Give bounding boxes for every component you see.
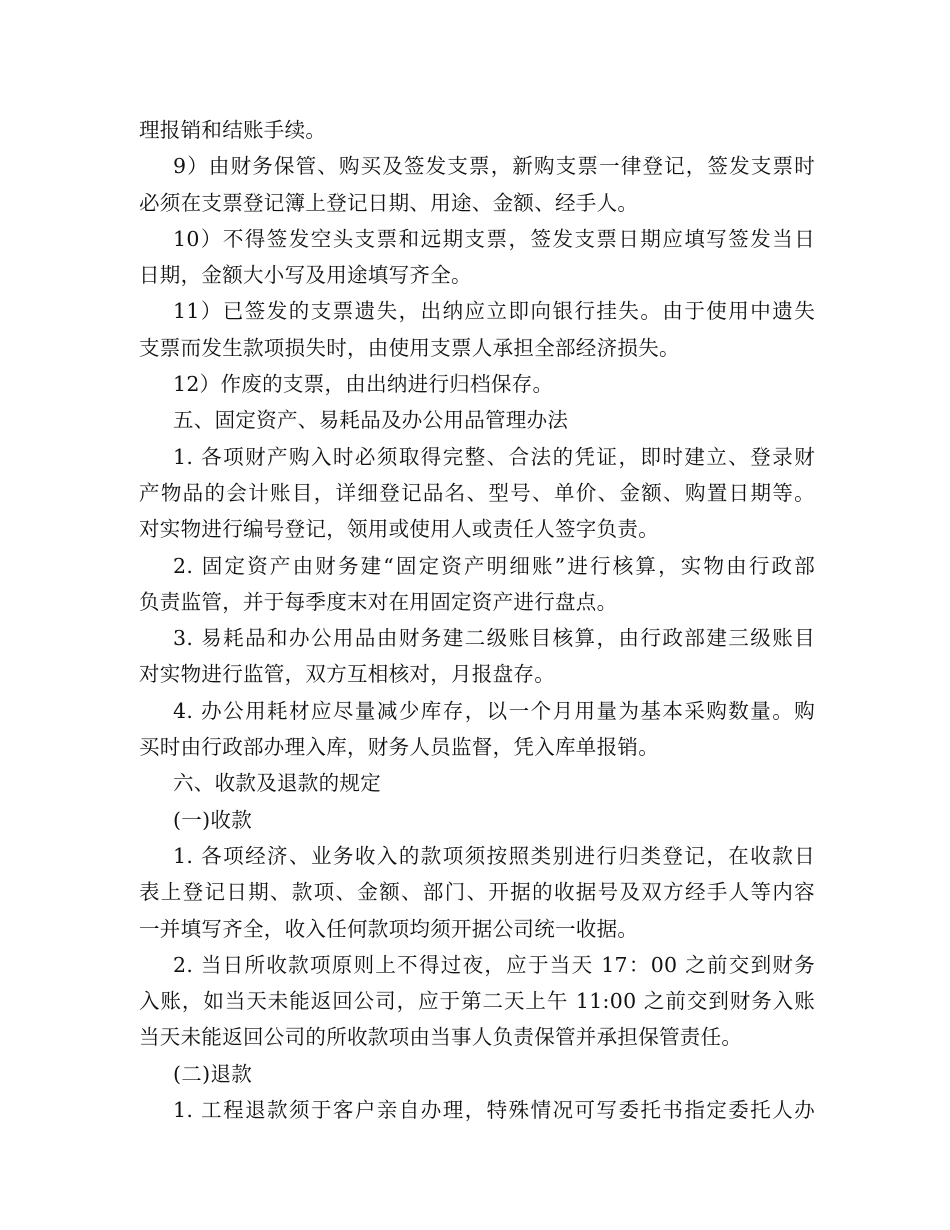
paragraph-line: 负责监管，并于每季度末对在用固定资产进行盘点。 [139, 589, 618, 614]
paragraph-line: 支票而发生款项损失时，由使用支票人承担全部经济损失。 [139, 335, 680, 360]
paragraph-line: 9）由财务保管、购买及签发支票，新购支票一律登记，签发支票时 [173, 154, 815, 179]
paragraph-line: 1. 工程退款须于客户亲自办理，特殊情况可写委托书指定委托人办 [173, 1098, 815, 1123]
document-body [139, 112, 815, 1128]
paragraph-line: 1. 各项经济、业务收入的款项须按照类别进行归类登记，在收款日 [173, 843, 815, 868]
paragraph-line: 对实物进行监管，双方互相核对，月报盘存。 [139, 662, 555, 687]
section-heading: 六、收款及退款的规定 [173, 771, 381, 796]
paragraph-line: 2. 当日所收款项原则上不得过夜，应于当天 17：00 之前交到财务 [173, 952, 815, 977]
paragraph-line: 日期，金额大小写及用途填写齐全。 [139, 263, 472, 288]
paragraph-line: 3. 易耗品和办公用品由财务建二级账目核算，由行政部建三级账目 [173, 626, 815, 651]
paragraph-line: 一并填写齐全，收入任何款项均须开据公司统一收据。 [139, 916, 639, 941]
paragraph-line: 当天未能返回公司的所收款项由当事人负责保管并承担保管责任。 [139, 1025, 743, 1050]
subsection-heading: (二)退款 [173, 1061, 252, 1086]
paragraph-line: 1. 各项财产购入时必须取得完整、合法的凭证，即时建立、登录财 [173, 444, 815, 469]
paragraph-line: 10）不得签发空头支票和远期支票，签发支票日期应填写签发当日 [173, 226, 815, 251]
paragraph-line: 表上登记日期、款项、金额、部门、开据的收据号及双方经手人等内容 [139, 880, 815, 905]
paragraph-line: 12）作废的支票，由出纳进行归档保存。 [173, 372, 554, 397]
subsection-heading: (一)收款 [173, 807, 252, 832]
paragraph-line: 11）已签发的支票遗失，出纳应立即向银行挂失。由于使用中遗失 [173, 299, 815, 324]
paragraph-line: 对实物进行编号登记，领用或使用人或责任人签字负责。 [139, 517, 659, 542]
section-heading: 五、固定资产、易耗品及办公用品管理办法 [173, 408, 569, 433]
paragraph-line: 必须在支票登记簿上登记日期、用途、金额、经手人。 [139, 190, 639, 215]
paragraph-line: 理报销和结账手续。 [139, 118, 327, 142]
paragraph-line: 4. 办公用耗材应尽量减少库存，以一个月用量为基本采购数量。购 [173, 698, 815, 723]
paragraph-line: 入账，如当天未能返回公司，应于第二天上午 11:00 之前交到财务入账 [139, 989, 815, 1014]
paragraph-line: 产物品的会计账目，详细登记品名、型号、单价、金额、购置日期等。 [139, 480, 815, 505]
paragraph-line: 买时由行政部办理入库，财务人员监督，凭入库单报销。 [139, 735, 659, 760]
paragraph-line: 2. 固定资产由财务建“固定资产明细账”进行核算，实物由行政部 [173, 553, 815, 578]
